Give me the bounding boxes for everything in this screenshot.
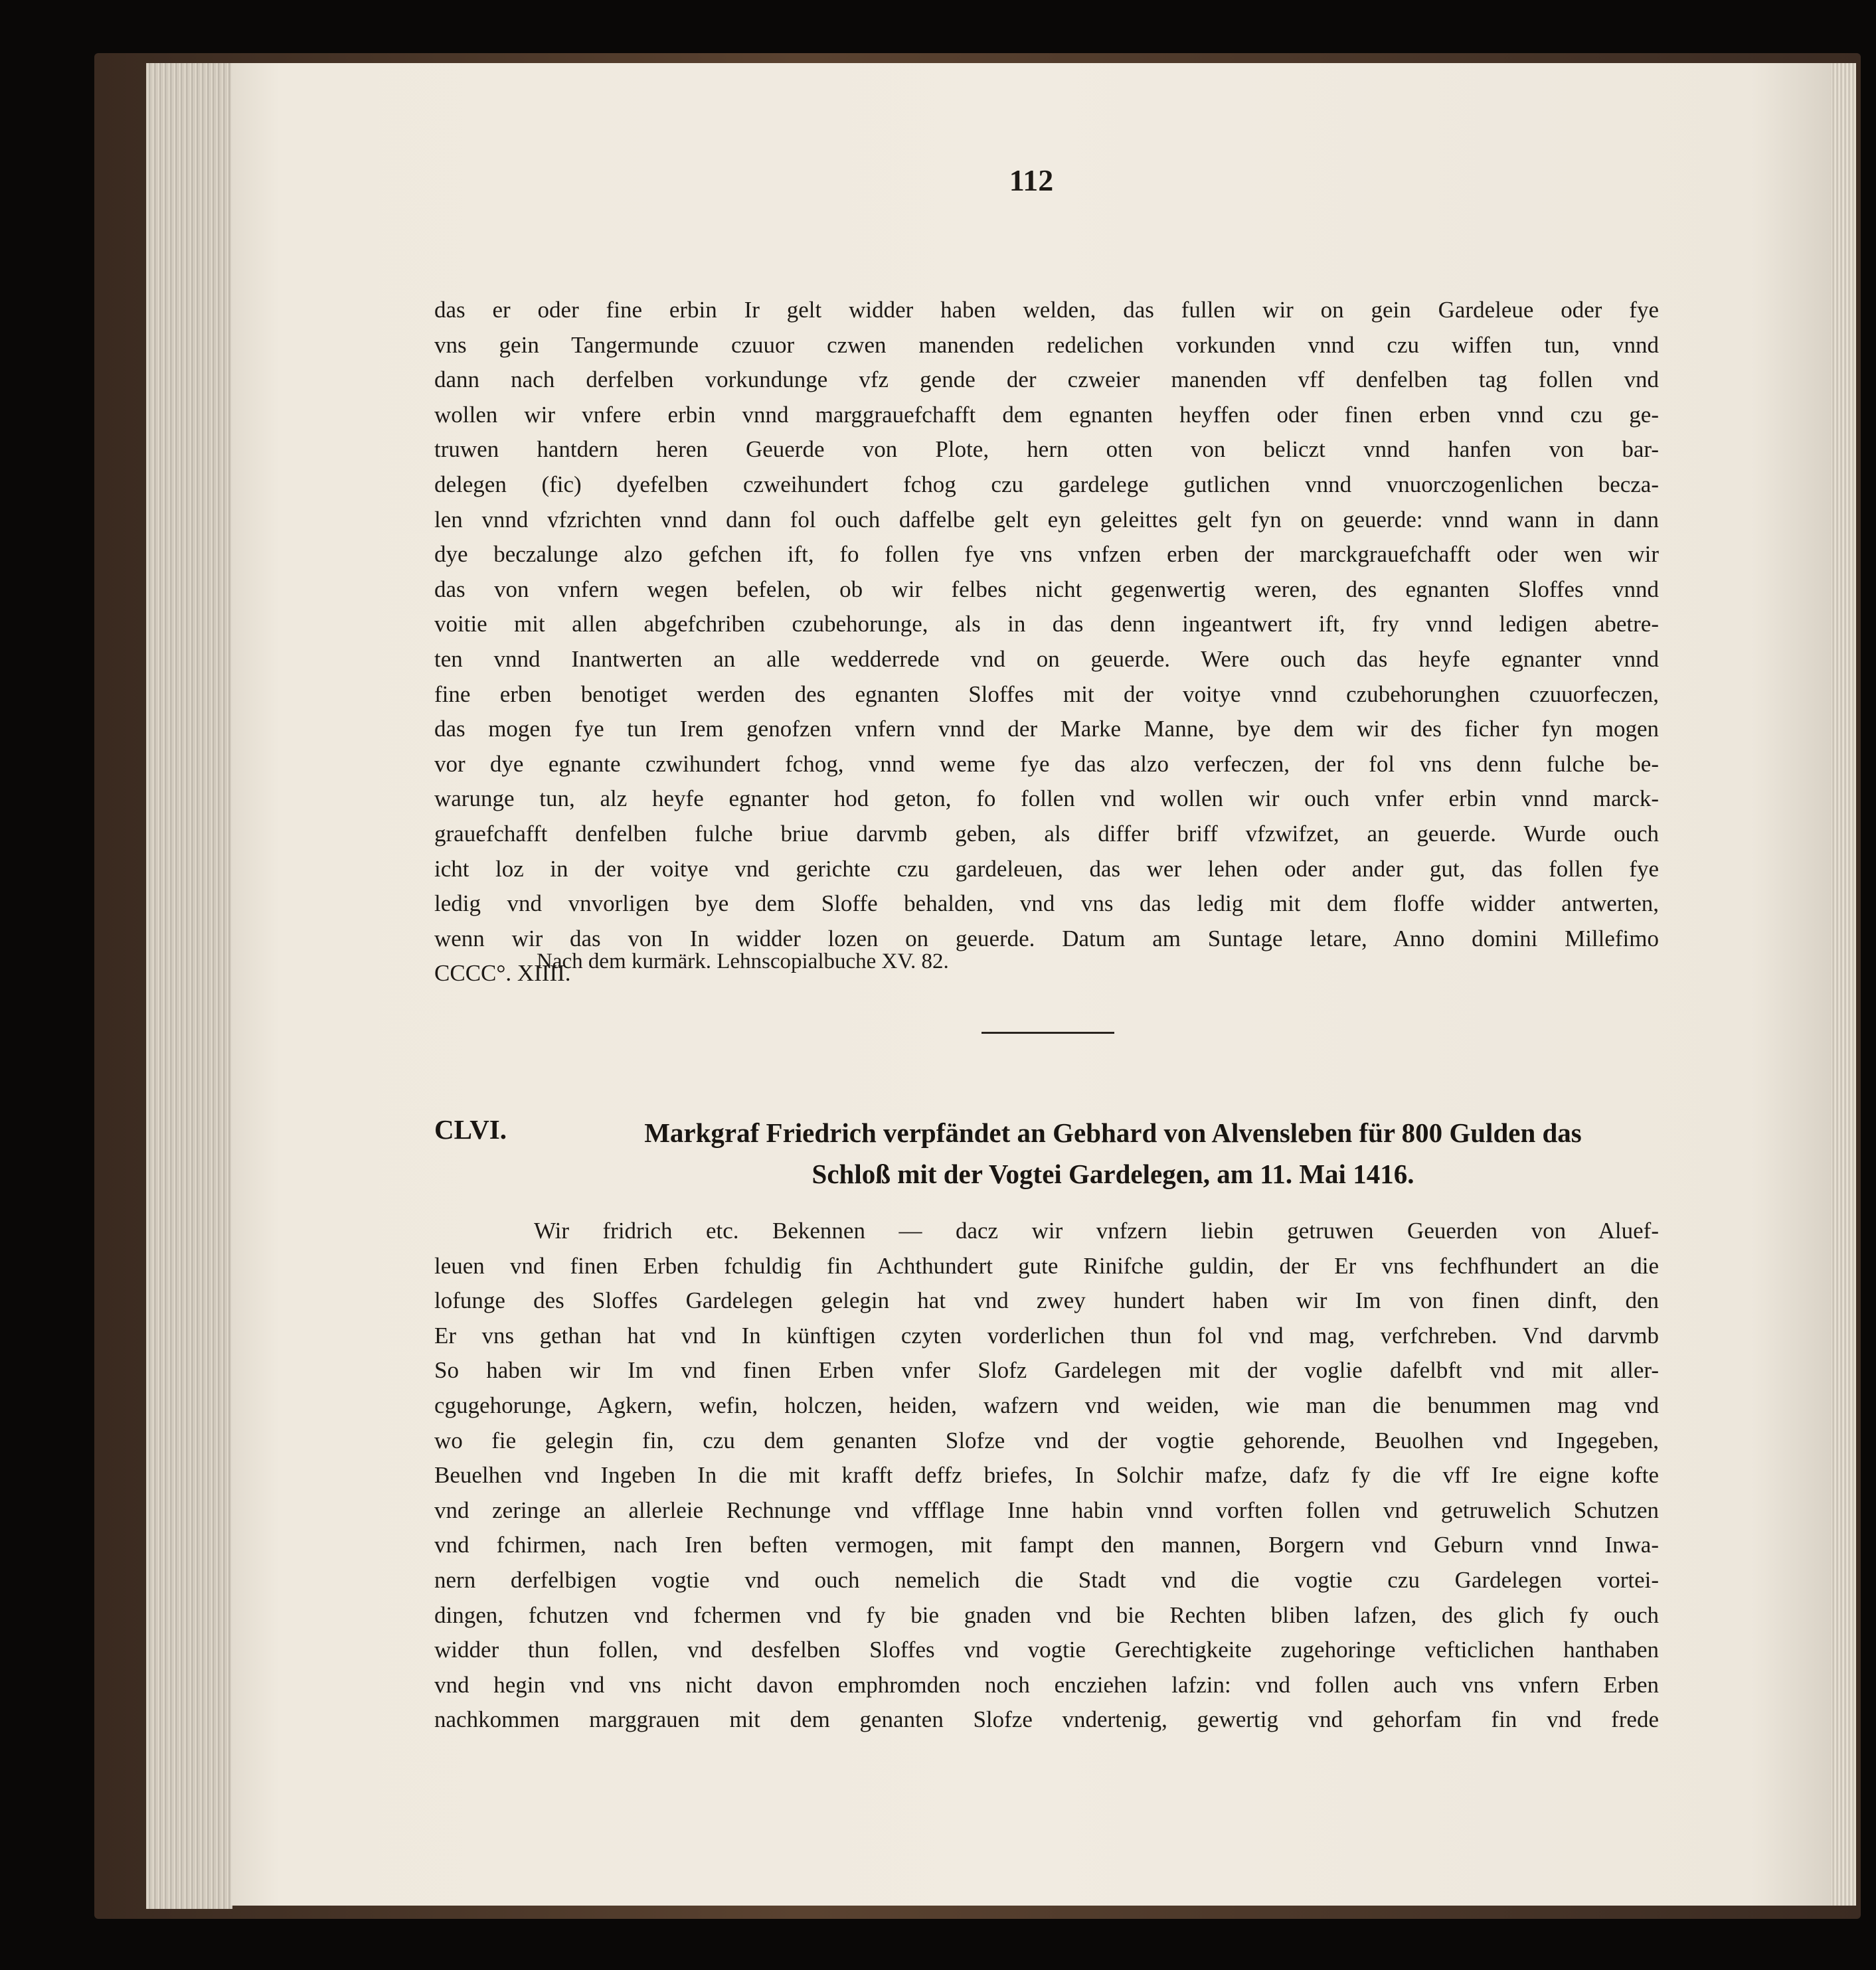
book-page bbox=[231, 63, 1832, 1906]
text-line: wenn wir das von In widder lozen on geuerde. Datum am Suntage letare, Anno domini Millefimo bbox=[434, 925, 1659, 951]
text-line: voitie mit allen abgefchriben czubehorunge, als in das denn ingeantwert ift, fry vnnd ledigen abetre- bbox=[434, 611, 1659, 637]
text-line: leuen vnd finen Erben fchuldig fin Achthundert gute Rinifche guldin, der Er vns fechfhundert an die bbox=[434, 1252, 1659, 1279]
text-line: das mogen fye tun Irem genofzen vnfern vnnd der Marke Manne, bye dem wir des ficher fyn mogen bbox=[434, 716, 1659, 742]
text-line: das er oder fine erbin Ir gelt widder haben welden, das fullen wir on gein Gardeleue oder fye bbox=[434, 297, 1659, 323]
text-line: truwen hantdern heren Geuerde von Plote, hern otten von beliczt vnnd hanfen von bar- bbox=[434, 436, 1659, 463]
page-edges-left bbox=[146, 63, 232, 1909]
text-line: ledig vnd vnvorligen bye dem Sloffe behalden, vnd vns das ledig mit dem floffe widder antwerten, bbox=[434, 890, 1659, 917]
text-line: vns gein Tangermunde czuuor czwen manenden redelichen vorkunden vnnd czu wiffen tun, vnnd bbox=[434, 331, 1659, 358]
text-line: Beuelhen vnd Ingeben In die mit krafft deffz briefes, In Solchir mafze, dafz fy die vff Ire eigne kofte bbox=[434, 1462, 1659, 1489]
text-line: wollen wir vnfere erbin vnnd marggrauefchafft dem egnanten heyffen oder finen erben vnnd czu ge- bbox=[434, 401, 1659, 428]
text-line: CCCC°. XIIII. bbox=[434, 960, 571, 987]
text-line: grauefchafft denfelben fulche briue darvmb geben, als differ briff vfzwifzet, an geuerde. Wurde ouch bbox=[434, 820, 1659, 847]
text-line: warunge tun, alz heyfe egnanter hod geton, fo follen vnd wollen wir ouch vnfer erbin vnnd marck- bbox=[434, 785, 1659, 812]
text-line: das von vnfern wegen befelen, ob wir felbes nicht gegenwertig weren, des egnanten Sloffes vnnd bbox=[434, 576, 1659, 602]
text-line: lofunge des Sloffes Gardelegen gelegin hat vnd zwey hundert haben wir Im von finen dinft, den bbox=[434, 1287, 1659, 1314]
text-line: fine erben benotiget werden des egnanten Sloffes mit der voitye vnnd czubehorunghen czuuorfeczen, bbox=[434, 681, 1659, 707]
text-line: wo fie gelegin fin, czu dem genanten Slofze vnd der vogtie gehorende, Beuolhen vnd Ingegeben, bbox=[434, 1427, 1659, 1453]
text-line: cgugehorunge, Agkern, wefin, holczen, heiden, wafzern vnd weiden, wie man die benummen mag vnd bbox=[434, 1392, 1659, 1418]
page-edges-right bbox=[1830, 63, 1856, 1906]
document-title-line-1: Markgraf Friedrich verpfändet an Gebhard von Alvensleben für 800 Gulden das bbox=[644, 1117, 1582, 1148]
document-number: CLVI. bbox=[434, 1114, 507, 1145]
text-line: widder thun follen, vnd desfelben Sloffes vnd vogtie Gerechtigkeite zugehoringe vefticlichen hanthaben bbox=[434, 1637, 1659, 1663]
text-line: Er vns gethan hat vnd In künftigen czyten vorderlichen thun fol vnd mag, verfchreben. Vnd darvmb bbox=[434, 1322, 1659, 1349]
text-line: delegen (fic) dyefelben czweihundert fchog czu gardelege gutlichen vnnd vnuorczogenlichen becza- bbox=[434, 471, 1659, 497]
page-number: 112 bbox=[1009, 163, 1054, 197]
document-title-line-2: Schloß mit der Vogtei Gardelegen, am 11. Mai 1416. bbox=[811, 1159, 1414, 1189]
text-line: nern derfelbigen vogtie vnd ouch nemelich die Stadt vnd die vogtie czu Gardelegen vortei- bbox=[434, 1566, 1659, 1593]
section-divider bbox=[981, 1032, 1114, 1034]
text-line: ten vnnd Inantwerten an alle wedderrede vnd on geuerde. Were ouch das heyfe egnanter vnnd bbox=[434, 645, 1659, 672]
text-line: vnd fchirmen, nach Iren beften vermogen, mit fampt den mannen, Borgern vnd Geburn vnnd Inwa- bbox=[434, 1532, 1659, 1558]
text-line: dye beczalunge alzo gefchen ift, fo follen fye vns vnfzen erben der marckgrauefchafft oder wen wir bbox=[434, 541, 1659, 568]
text-line: Wir fridrich etc. Bekennen — dacz wir vnfzern liebin getruwen Geuerden von Aluef- bbox=[534, 1218, 1659, 1244]
text-line: So haben wir Im vnd finen Erben vnfer Slofz Gardelegen mit der voglie dafelbft vnd mit aller- bbox=[434, 1357, 1659, 1384]
text-line: len vnnd vfzrichten vnnd dann fol ouch daffelbe gelt eyn geleittes gelt fyn on geuerde: vnnd wann in dann bbox=[434, 506, 1659, 533]
charter-text-1416 bbox=[434, 1214, 1659, 1738]
text-line: vnd zeringe an allerleie Rechnunge vnd vffflage Inne habin vnnd vorften follen vnd getruwelich Schutzen bbox=[434, 1497, 1659, 1523]
source-citation: Nach dem kurmärk. Lehnscopialbuche XV. 82. bbox=[537, 949, 949, 973]
text-line: dann nach derfelben vorkundunge vfz gende der czweier manenden vff denfelben tag follen vnd bbox=[434, 367, 1659, 393]
text-line: icht loz in der voitye vnd gerichte czu gardeleuen, das wer lehen oder ander gut, das follen fye bbox=[434, 855, 1659, 882]
text-line: vor dye egnante czwihundert fchog, vnnd weme fye das alzo verfeczen, der fol vns denn fulche be- bbox=[434, 750, 1659, 777]
text-line: nachkommen marggrauen mit dem genanten Slofze vndertenig, gewertig vnd gehorfam fin vnd frede bbox=[434, 1706, 1659, 1733]
text-line: dingen, fchutzen vnd fchermen vnd fy bie gnaden vnd bie Rechten bliben lafzen, des glich fy ouch bbox=[434, 1601, 1659, 1628]
charter-text-1412 bbox=[434, 293, 1659, 991]
text-line: vnd hegin vnd vns nicht davon emphromden noch encziehen lafzin: vnd follen auch vns vnfern Erben bbox=[434, 1671, 1659, 1698]
